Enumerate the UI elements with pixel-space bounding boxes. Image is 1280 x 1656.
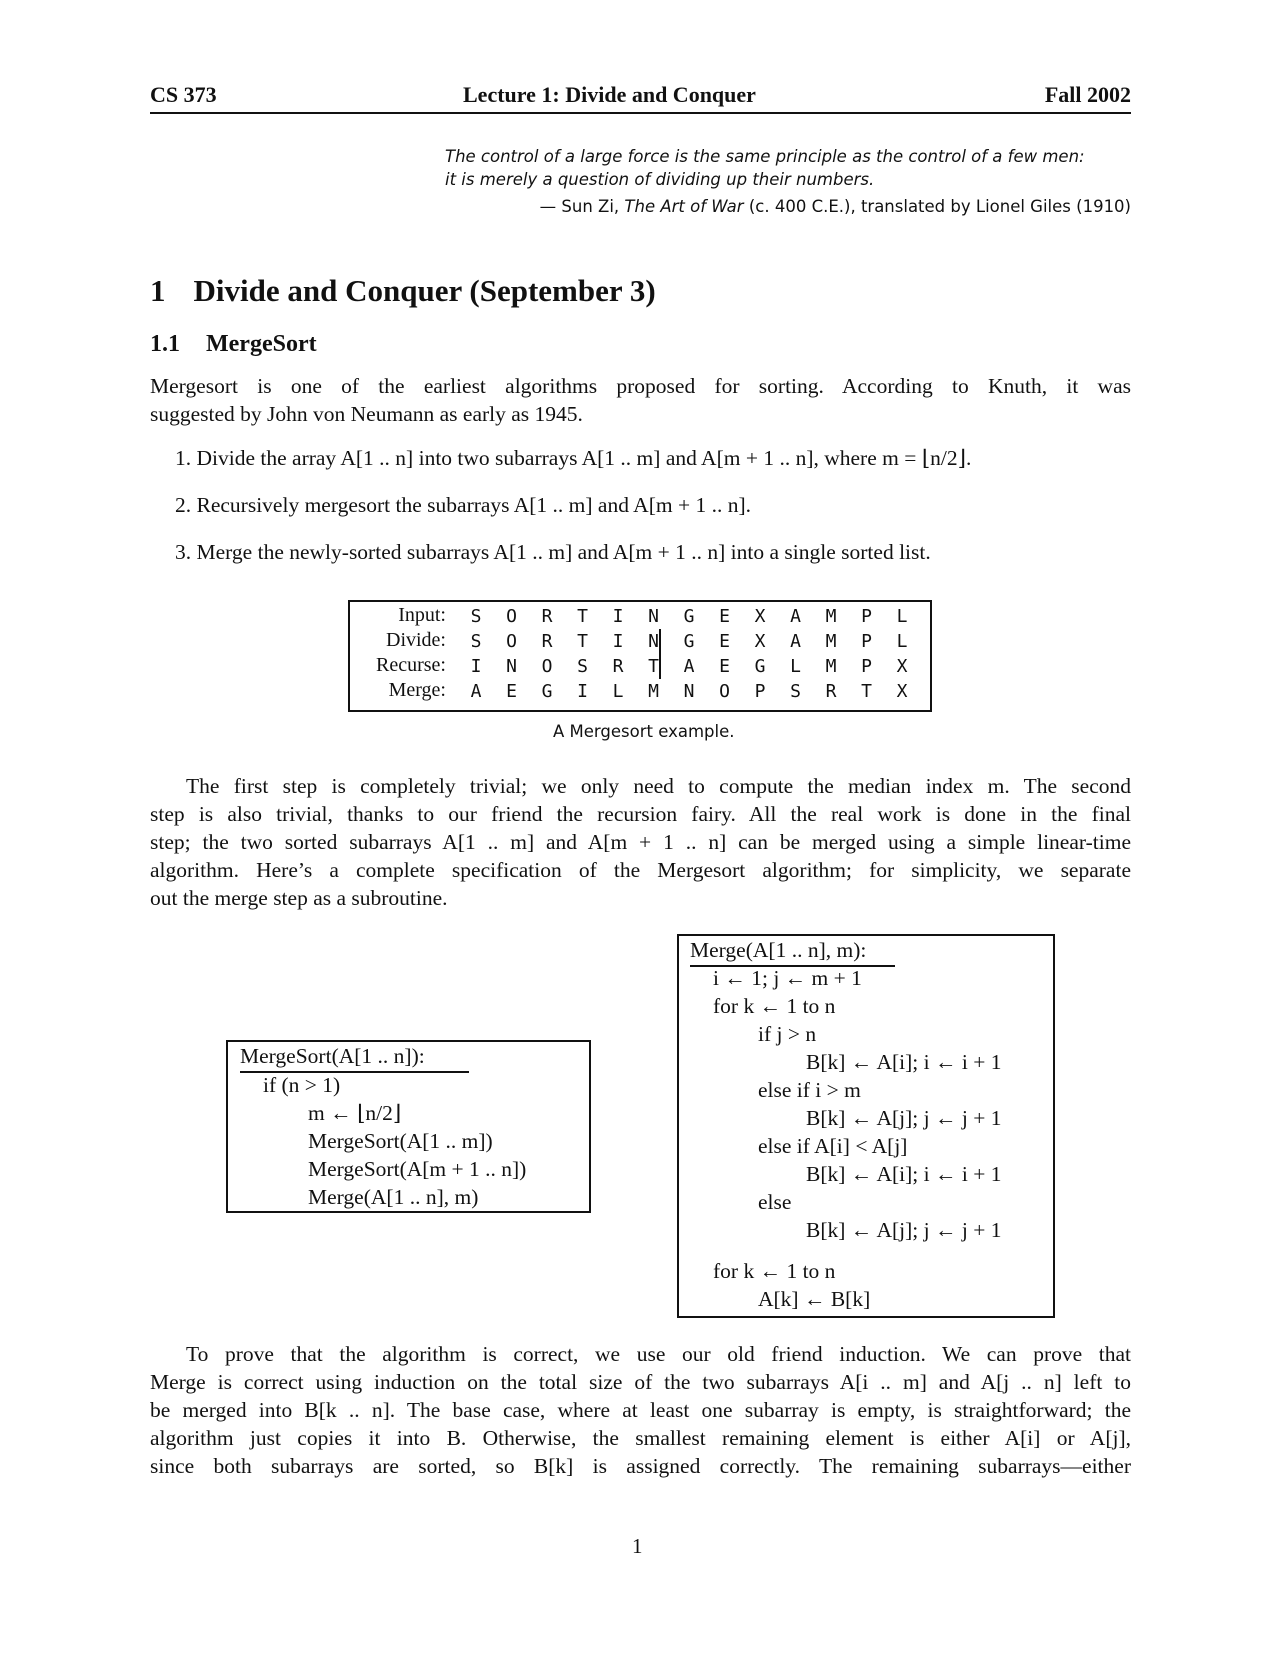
example-cell: O (506, 631, 517, 652)
example-cell: G (754, 656, 766, 677)
intro-line-2: suggested by John von Neumann as early as 1945. (150, 402, 583, 426)
section-heading (150, 273, 656, 309)
example-cell: S (790, 681, 801, 702)
code-line: B[k] ← A[j]; j ← j + 1 (806, 1218, 1002, 1242)
code-line: else (758, 1190, 792, 1214)
example-cell: O (506, 606, 517, 627)
list-text: Divide the array A[1 .. n] into two subarrays A[1 .. m] and A[m + 1 .. n], where m = ⌊n/2⌋. (196, 446, 972, 470)
example-cell: A (470, 681, 482, 702)
code-line: B[k] ← A[i]; i ← i + 1 (806, 1050, 1002, 1074)
list-number: 2. (175, 493, 192, 517)
list-text: Recursively mergesort the subarrays A[1 .. m] and A[m + 1 .. n]. (196, 493, 751, 517)
example-cell: L (612, 681, 624, 702)
example-cell: O (541, 656, 553, 677)
example-cell: P (861, 656, 872, 677)
example-cell: N (506, 656, 517, 677)
code-line: i ← 1; j ← m + 1 (713, 966, 862, 990)
example-cell: I (612, 631, 624, 652)
lecture-title: Lecture 1: Divide and Conquer (463, 82, 756, 107)
code-line: A[k] ← B[k] (758, 1287, 871, 1311)
example-cell: T (861, 681, 872, 702)
example-cell: P (861, 606, 872, 627)
para1-line-3: step; the two sorted subarrays A[1 .. m] and A[m + 1 .. n] can be merged using a simple linear-time (150, 830, 1131, 854)
example-cell: M (648, 681, 659, 702)
section-number: 1 (150, 273, 166, 308)
recurse-separator (659, 654, 661, 679)
epigraph-line-2: it is merely a question of dividing up their numbers. (445, 170, 875, 189)
list-item (175, 493, 751, 518)
example-cell: R (541, 606, 553, 627)
example-cell: I (470, 656, 482, 677)
subsection-heading (150, 331, 317, 358)
para2-line-2: Merge is correct using induction on the total size of the two subarrays A[i .. m] and A[j .. n] left to (150, 1370, 1131, 1394)
merge-signature: Merge(A[1 .. n], m): (690, 938, 867, 962)
example-cell: L (896, 606, 908, 627)
epigraph-line-1: The control of a large force is the same principle as the control of a few men: (445, 147, 1085, 166)
example-row-label: Input: (398, 604, 446, 626)
example-row-label: Divide: (386, 629, 446, 651)
example-cell: X (896, 681, 908, 702)
para2-line-4: algorithm just copies it into B. Otherwise, the smallest remaining element is either A[i] or A[j], (150, 1426, 1131, 1450)
para1-line-2: step is also trivial, thanks to our friend the recursion fairy. All the real work is done in the final (150, 802, 1131, 826)
divide-separator (659, 629, 661, 654)
list-number: 3. (175, 540, 192, 564)
page-number: 1 (632, 1534, 643, 1558)
course-label: CS 373 (150, 82, 217, 107)
example-cell: R (612, 656, 624, 677)
code-line: if (n > 1) (263, 1073, 341, 1097)
para2-line-1: To prove that the algorithm is correct, we use our old friend induction. We can prove that (186, 1342, 1131, 1366)
mergesort-signature: MergeSort(A[1 .. n]): (240, 1044, 425, 1068)
subsection-title: MergeSort (206, 331, 317, 357)
example-cell: E (506, 681, 517, 702)
example-cell: G (683, 606, 695, 627)
example-cell: M (825, 656, 837, 677)
list-text: Merge the newly-sorted subarrays A[1 .. m] and A[m + 1 .. n] into a single sorted list. (196, 540, 931, 564)
code-line: m ← ⌊n/2⌋ (308, 1101, 402, 1125)
example-cell: L (790, 656, 801, 677)
example-cell: A (790, 606, 801, 627)
example-cell: R (541, 631, 553, 652)
para1-line-1: The first step is completely trivial; we only need to compute the median index m. The second (186, 774, 1131, 798)
example-cell: N (648, 631, 659, 652)
example-cell: E (719, 631, 730, 652)
attribution-suffix: (c. 400 C.E.), translated by Lionel Giles (1910) (743, 197, 1131, 216)
example-cell: G (541, 681, 553, 702)
attribution-prefix: — Sun Zi, (539, 197, 625, 216)
code-line: else if i > m (758, 1078, 861, 1102)
example-cell: A (683, 656, 695, 677)
list-number: 1. (175, 446, 192, 470)
example-cell: G (683, 631, 695, 652)
list-item (175, 446, 971, 471)
section-title: Divide and Conquer (September 3) (193, 273, 656, 308)
subsection-number: 1.1 (150, 331, 180, 357)
example-cell: M (825, 606, 837, 627)
code-line: MergeSort(A[m + 1 .. n]) (308, 1157, 527, 1181)
code-line: else if A[i] < A[j] (758, 1134, 908, 1158)
example-cell: I (612, 606, 624, 627)
example-cell: S (470, 631, 482, 652)
example-cell: E (719, 606, 730, 627)
example-cell: I (577, 681, 588, 702)
example-cell: R (825, 681, 837, 702)
code-line: if j > n (758, 1022, 817, 1046)
code-line: MergeSort(A[1 .. m]) (308, 1129, 493, 1153)
para1-line-4: algorithm. Here’s a complete specification of the Mergesort algorithm; for simplicity, we separate (150, 858, 1131, 882)
para2-line-5: since both subarrays are sorted, so B[k] is assigned correctly. The remaining subarrays—either (150, 1454, 1131, 1478)
example-cell: O (719, 681, 730, 702)
example-cell: S (470, 606, 482, 627)
example-cell: T (577, 631, 588, 652)
example-cell: E (719, 656, 730, 677)
example-cell: P (861, 631, 872, 652)
term-label: Fall 2002 (1044, 82, 1131, 107)
example-cell: P (754, 681, 766, 702)
code-line: for k ← 1 to n (713, 1259, 836, 1283)
para2-line-3: be merged into B[k .. n]. The base case, where at least one subarray is empty, is straightforward; the (150, 1398, 1131, 1422)
example-cell: X (754, 631, 766, 652)
example-cell: X (896, 656, 908, 677)
para1-line-5: out the merge step as a subroutine. (150, 886, 448, 910)
example-cell: N (683, 681, 695, 702)
attribution-work: The Art of War (624, 197, 744, 216)
example-caption: A Mergesort example. (553, 722, 735, 741)
code-line: Merge(A[1 .. n], m) (308, 1185, 479, 1209)
example-cell: S (577, 656, 588, 677)
example-cell: M (825, 631, 837, 652)
example-cell: T (577, 606, 588, 627)
epigraph-attribution (540, 197, 1131, 216)
code-line: B[k] ← A[j]; j ← j + 1 (806, 1106, 1002, 1130)
example-cell: N (648, 606, 659, 627)
intro-line-1: Mergesort is one of the earliest algorithms proposed for sorting. According to Knuth, it was (150, 374, 1131, 398)
list-item (175, 540, 931, 565)
example-cell: L (896, 631, 908, 652)
code-line: B[k] ← A[i]; i ← i + 1 (806, 1162, 1002, 1186)
example-cell: T (648, 656, 659, 677)
header-rule (150, 112, 1131, 114)
code-line: for k ← 1 to n (713, 994, 836, 1018)
example-row-label: Recurse: (376, 654, 446, 676)
example-cell: X (754, 606, 766, 627)
example-row-label: Merge: (388, 679, 446, 701)
example-cell: A (790, 631, 801, 652)
